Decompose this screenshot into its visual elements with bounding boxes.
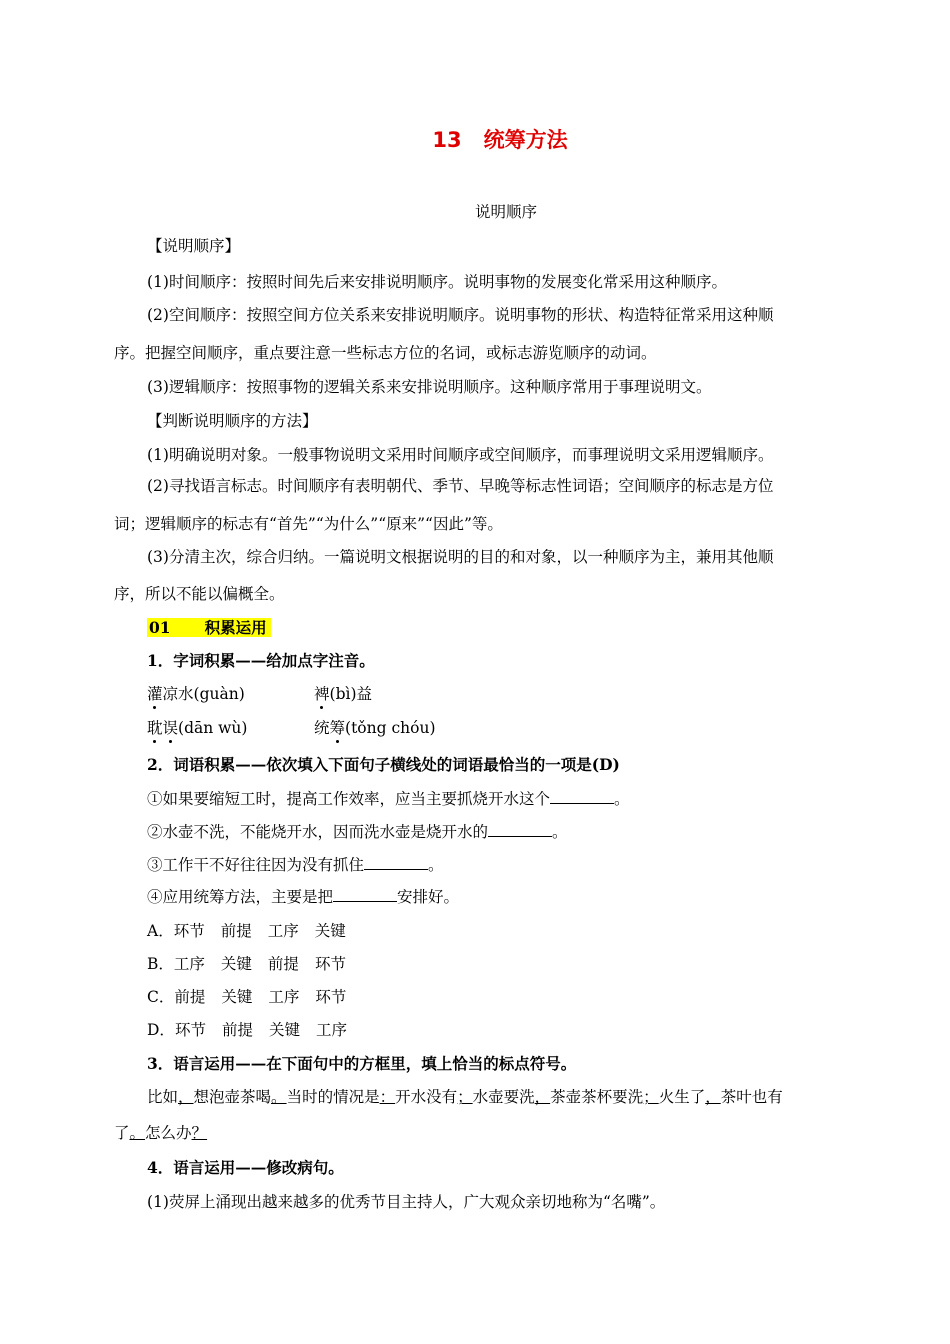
dotted-char: 灌 [147, 685, 163, 703]
question-3-stem: 3．语言运用——在下面句中的方框里，填上恰当的标点符号。 [147, 1054, 577, 1073]
paragraph-time-order: (1)时间顺序：按照时间先后来安排说明顺序。说明事物的发展变化常采用这种顺序。 [147, 273, 727, 291]
option-word: 前提 [220, 922, 252, 940]
option-word: 关键 [220, 955, 252, 973]
option-d [147, 1020, 363, 1040]
heading-judge-method: 【判断说明顺序的方法】 [147, 412, 318, 430]
punctuation-answer: ： [379, 1088, 396, 1106]
word-item-2 [314, 684, 372, 704]
option-word: 工序 [315, 1021, 347, 1039]
paragraph-method-3-line2: 序，所以不能以偏概全。 [114, 585, 285, 603]
paragraph-method-3-line1: (3)分清主次，综合归纳。一篇说明文根据说明的目的和对象，以一种顺序为主，兼用其他顺 [147, 548, 774, 566]
option-word: 环节 [174, 1021, 206, 1039]
paragraph-space-order-line1: (2)空间顺序：按照空间方位关系来安排说明顺序。说明事物的形状、构造特征常采用这种顺 [147, 306, 774, 324]
punctuation-line-2 [114, 1123, 207, 1143]
text-segment: 水壶要洗 [472, 1088, 535, 1106]
sentence-end: 。 [552, 823, 568, 841]
heading-explain-order: 【说明顺序】 [147, 237, 241, 255]
word-item-1 [147, 684, 245, 704]
paragraph-method-1: (1)明确说明对象。一般事物说明文采用时间顺序或空间顺序，而事理说明文采用逻辑顺序。 [147, 446, 774, 464]
sentence-end: 。 [614, 790, 630, 808]
text-segment: 怎么办 [145, 1124, 192, 1142]
word-item-3: 耽误(dān wù) [147, 719, 248, 737]
text-segment: 茶壶茶杯要洗 [550, 1088, 644, 1106]
fill-blank [550, 789, 614, 804]
dotted-char: 裨 [314, 685, 330, 703]
paragraph-method-2-line1: (2)寻找语言标志。时间顺序有表明朝代、季节、早晚等标志性词语；空间顺序的标志是方位 [147, 477, 774, 495]
paragraph-method-2-line2: 词；逻辑顺序的标志有“首先”“为什么”“原来”“因此”等。 [114, 515, 503, 533]
sentence-4 [147, 887, 459, 907]
sentence-end: 安排好。 [397, 888, 460, 906]
option-word: 关键 [268, 1021, 300, 1039]
section-subtitle: 说明顺序 [474, 203, 537, 221]
text-segment: 茶叶也有 [720, 1088, 783, 1106]
sentence-2 [147, 822, 568, 842]
punctuation-answer: ， [705, 1088, 721, 1106]
practice-number: 01 [149, 618, 171, 637]
punctuation-answer: ？ [191, 1124, 208, 1142]
option-word: 环节 [315, 988, 347, 1006]
option-word: 工序 [267, 922, 299, 940]
text-segment: 当时的情况是 [286, 1088, 380, 1106]
option-word: 前提 [267, 955, 299, 973]
punctuation-answer: ， [534, 1088, 551, 1106]
fill-blank [364, 855, 428, 870]
punctuation-answer: ； [643, 1088, 659, 1106]
paragraph-space-order-line2: 序。把握空间顺序，重点要注意一些标志方位的名词，或标志游览顺序的动词。 [114, 344, 657, 362]
sentence-text: ④应用统筹方法，主要是把 [147, 888, 334, 906]
punctuation-answer: 。 [271, 1088, 287, 1106]
fill-blank [488, 822, 552, 837]
lesson-number: 13 [432, 128, 462, 152]
sentence-1 [147, 789, 630, 809]
word-rest: (bì)益 [329, 685, 372, 703]
word-rest: 凉水(guàn) [162, 685, 245, 703]
paragraph-logic-order: (3)逻辑顺序：按照事物的逻辑关系来安排说明顺序。这种顺序常用于事理说明文。 [147, 378, 712, 396]
punctuation-answer: ； [457, 1088, 473, 1106]
option-label: B． [147, 955, 174, 973]
dotted-char: 筹 [329, 719, 346, 737]
text-segment: 想泡壶茶喝 [193, 1088, 272, 1106]
text-segment: 比如 [147, 1088, 179, 1106]
faulty-sentence-1: (1)荧屏上涌现出越来越多的优秀节目主持人，广大观众亲切地称为“名嘴”。 [147, 1193, 666, 1211]
option-label: D． [147, 1021, 175, 1039]
word-item-4 [314, 718, 436, 738]
page-title [0, 124, 950, 154]
sentence-end: 。 [428, 856, 444, 874]
option-label: A． [147, 922, 174, 940]
practice-name: 积累运用 [204, 618, 267, 637]
option-word: 环节 [173, 922, 205, 940]
practice-section-label [147, 618, 271, 638]
text-segment: 开水没有 [395, 1088, 458, 1106]
option-a [147, 921, 362, 941]
option-c [147, 987, 362, 1007]
lesson-title: 统筹方法 [483, 128, 568, 152]
option-b [147, 954, 362, 974]
option-word: 关键 [314, 922, 346, 940]
word-rest: (tǒng chóu) [345, 719, 436, 737]
fill-blank [333, 887, 397, 902]
sentence-3 [147, 855, 444, 875]
option-word: 前提 [174, 988, 206, 1006]
question-2-stem: 2．词语积累——依次填入下面句子横线处的词语最恰当的一项是(D) [147, 755, 620, 774]
text-segment: 火生了 [658, 1088, 706, 1106]
question-1-stem: 1．字词积累——给加点字注音。 [147, 651, 375, 670]
option-word: 前提 [221, 1021, 253, 1039]
sentence-text: ②水壶不洗，不能烧开水，因而洗水壶是烧开水的 [147, 823, 489, 841]
option-word: 关键 [221, 988, 253, 1006]
dotted-char: 耽 [147, 719, 163, 737]
question-4-stem: 4．语言运用——修改病句。 [147, 1158, 344, 1177]
word-start: 统 [314, 719, 330, 737]
option-label: C． [147, 988, 175, 1006]
sentence-text: ①如果要缩短工时，提高工作效率，应当主要抓烧开水这个 [147, 790, 551, 808]
sentence-text: ③工作干不好往往因为没有抓住 [147, 856, 365, 874]
punctuation-line-1 [147, 1087, 783, 1107]
punctuation-answer: ， [178, 1088, 194, 1106]
option-word: 工序 [268, 988, 300, 1006]
dotted-char: 误 [162, 719, 179, 737]
option-word: 环节 [314, 955, 346, 973]
punctuation-answer: 。 [129, 1124, 146, 1142]
text-segment: 了 [114, 1124, 130, 1142]
option-word: 工序 [173, 955, 205, 973]
